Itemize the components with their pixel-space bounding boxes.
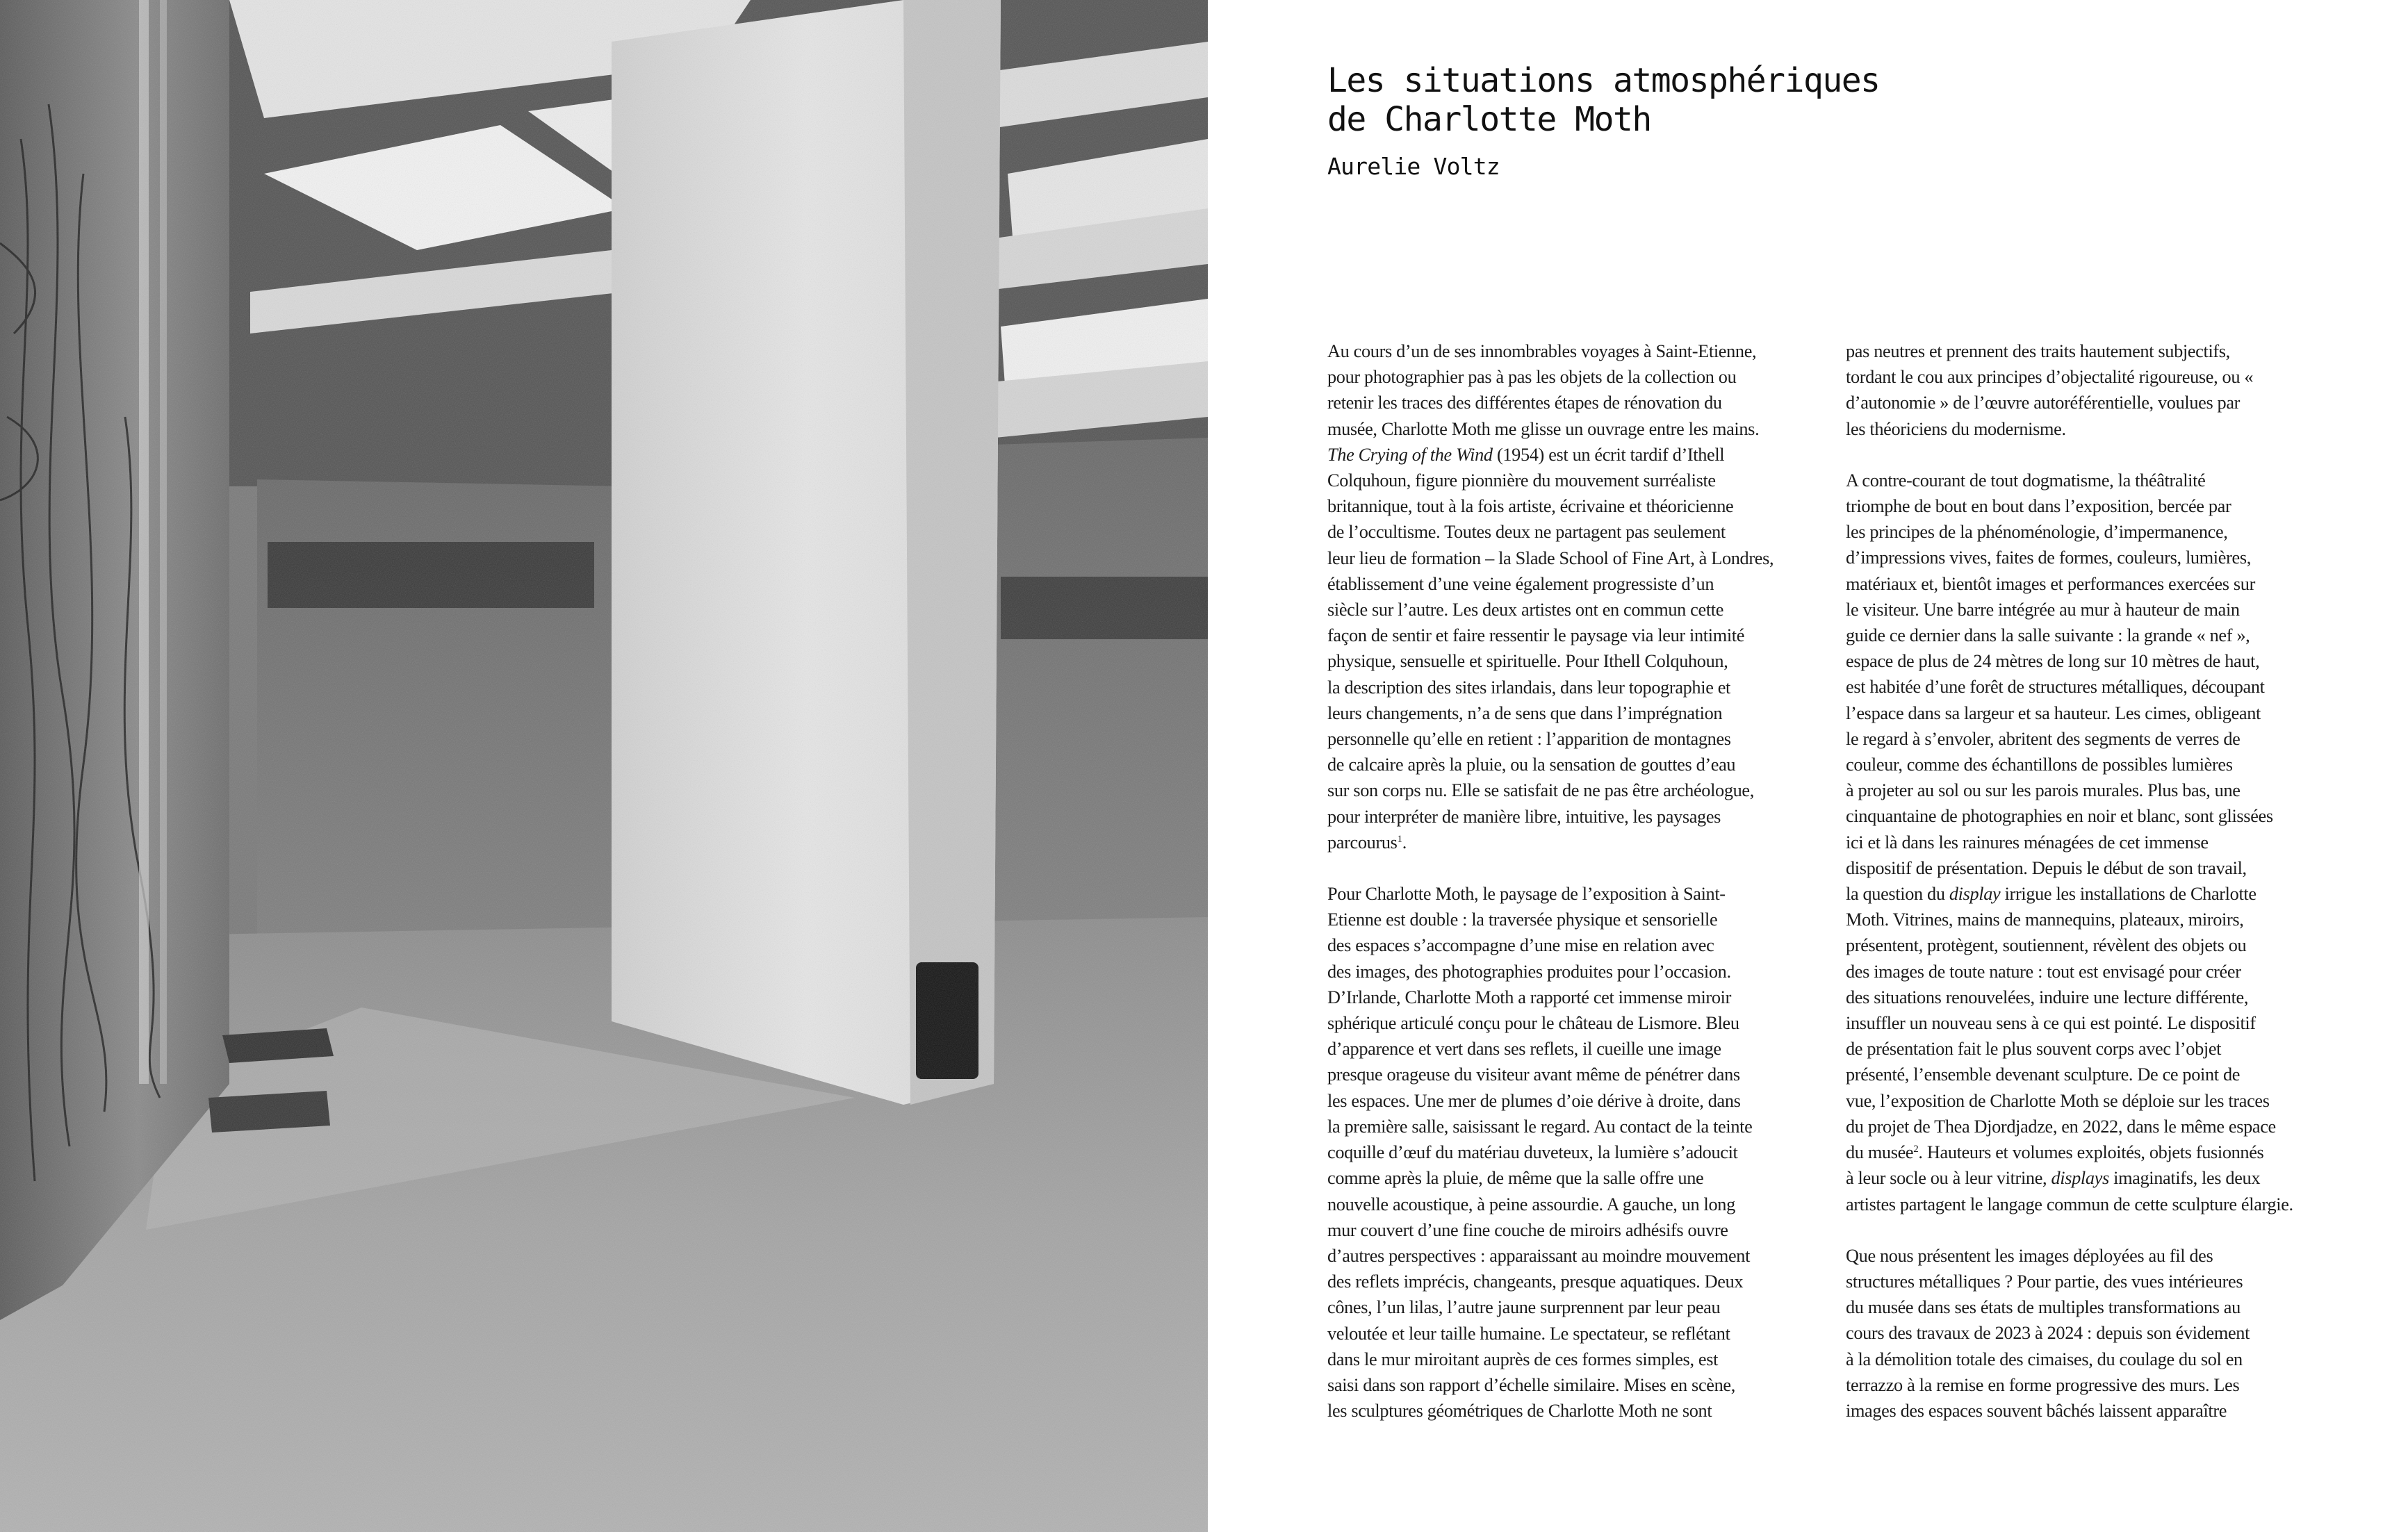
text-line: britannique, tout à la fois artiste, écrivaine et théoricienne bbox=[1327, 496, 1734, 517]
text-line: D’Irlande, Charlotte Moth a rapporté cet immense miroir bbox=[1327, 987, 1731, 1007]
text-line: comme après la pluie, de même que la salle offre une bbox=[1327, 1168, 1704, 1189]
text-line: physique, sensuelle et spirituelle. Pour Ithell Colquhoun, bbox=[1327, 651, 1728, 672]
title-line: Les situations atmosphériques bbox=[1327, 61, 1880, 100]
text-line: la question du display irrigue les installations de Charlotte bbox=[1846, 884, 2257, 905]
paragraph bbox=[1327, 881, 1807, 1424]
text-line: dispositif de présentation. Depuis le début de son travail, bbox=[1846, 857, 2247, 878]
text-line: presque orageuse du visiteur avant même de pénétrer dans bbox=[1327, 1064, 1740, 1085]
text-line: d’apparence et vert dans ses reflets, il cueille une image bbox=[1327, 1039, 1721, 1060]
text-line: façon de sentir et faire ressentir le paysage via leur intimité bbox=[1327, 625, 1745, 646]
author-name: Aurelie Voltz bbox=[1327, 153, 1500, 180]
text-line: pas neutres et prennent des traits hautement subjectifs, bbox=[1846, 341, 2230, 361]
text-line: guide ce dernier dans la salle suivante : la grande « nef », bbox=[1846, 625, 2250, 646]
text-line: Moth. Vitrines, mains de mannequins, plateaux, miroirs, bbox=[1846, 909, 2244, 930]
text-line: cinquantaine de photographies en noir et blanc, sont glissées bbox=[1846, 806, 2273, 827]
text-line: du musée dans ses états de multiples transformations au bbox=[1846, 1297, 2241, 1318]
text-line: est habitée d’une forêt de structures métalliques, découpant bbox=[1846, 677, 2265, 698]
text-line: d’autres perspectives : apparaissant au moindre mouvement bbox=[1327, 1245, 1751, 1266]
text-line: leur lieu de formation – la Slade School of Fine Art, à Londres, bbox=[1327, 547, 1774, 568]
text-line: The Crying of the Wind (1954) est un écrit tardif d’Ithell bbox=[1327, 444, 1725, 465]
text-line: le visiteur. Une barre intégrée au mur à hauteur de main bbox=[1846, 599, 2240, 620]
text-line: présenté, l’ensemble devenant sculpture. De ce point de bbox=[1846, 1064, 2241, 1085]
text-line: ici et là dans les rainures ménagées de cet immense bbox=[1846, 832, 2209, 853]
text-line: leurs changements, n’a de sens que dans l’imprégnation bbox=[1327, 702, 1723, 723]
text-line: des images de toute nature : tout est envisagé pour créer bbox=[1846, 961, 2241, 982]
text-line: veloutée et leur taille humaine. Le spectateur, se reflétant bbox=[1327, 1323, 1730, 1344]
text-column-right bbox=[1846, 338, 2325, 1449]
paragraph bbox=[1846, 468, 2325, 1217]
text-line: mur couvert d’une fine couche de miroirs adhésifs ouvre bbox=[1327, 1219, 1728, 1240]
text-line: présentent, protègent, soutiennent, révèlent des objets ou bbox=[1846, 935, 2247, 956]
text-line: l’espace dans sa largeur et sa hauteur. Les cimes, obligeant bbox=[1846, 702, 2261, 723]
text-line: coquille d’œuf du matériau duveteux, la lumière s’adoucit bbox=[1327, 1142, 1738, 1163]
text-line: les théoriciens du modernisme. bbox=[1846, 418, 2066, 439]
text-line: le regard à s’envoler, abritent des segments de verres de bbox=[1846, 728, 2241, 749]
text-line: Etienne est double : la traversée physique et sensorielle bbox=[1327, 909, 1718, 930]
text-line: vue, l’exposition de Charlotte Moth se déploie sur les traces bbox=[1846, 1090, 2270, 1111]
text-line: les principes de la phénoménologie, d’impermanence, bbox=[1846, 522, 2228, 543]
text-line: A contre-courant de tout dogmatisme, la théâtralité bbox=[1846, 470, 2206, 491]
article-title bbox=[1327, 61, 2300, 139]
text-line: siècle sur l’autre. Les deux artistes ont en commun cette bbox=[1327, 600, 1724, 620]
text-line: terrazzo à la remise en forme progressive des murs. Les bbox=[1846, 1374, 2240, 1395]
text-line: à leur socle ou à leur vitrine, displays imaginatifs, les deux bbox=[1846, 1168, 2261, 1189]
footnote-marker[interactable]: 2 bbox=[1913, 1144, 1919, 1155]
text-line: des reflets imprécis, changeants, presque aquatiques. Deux bbox=[1327, 1271, 1744, 1292]
text-line: parcourus$^1$. bbox=[1327, 832, 1407, 853]
text-line: Colquhoun, figure pionnière du mouvement surréaliste bbox=[1327, 470, 1716, 491]
text-line: cônes, l’un lilas, l’autre jaune surprennent par leur peau bbox=[1327, 1297, 1721, 1318]
text-line: artistes partagent le langage commun de cette sculpture élargie. bbox=[1846, 1194, 2293, 1214]
text-line: des images, des photographies produites pour l’occasion. bbox=[1327, 961, 1731, 982]
text-line: d’impressions vives, faites de formes, couleurs, lumières, bbox=[1846, 547, 2251, 568]
text-line: d’autonomie » de l’œuvre autoréférentielle, voulues par bbox=[1846, 393, 2241, 413]
text-line: de l’occultisme. Toutes deux ne partagent pas seulement bbox=[1327, 522, 1726, 543]
text-line: de présentation fait le plus souvent corps avec l’objet bbox=[1846, 1039, 2222, 1060]
text-line: structures métalliques ? Pour partie, des vues intérieures bbox=[1846, 1271, 2243, 1292]
text-line: tordant le cou aux principes d’objectalité rigoureuse, ou « bbox=[1846, 367, 2254, 388]
text-line: Que nous présentent les images déployées au fil des bbox=[1846, 1245, 2213, 1266]
paragraph bbox=[1327, 338, 1807, 855]
paragraph bbox=[1846, 1243, 2325, 1424]
text-line: cours des travaux de 2023 à 2024 : depuis son évidement bbox=[1846, 1323, 2250, 1344]
text-line: espace de plus de 24 mètres de long sur 10 mètres de haut, bbox=[1846, 651, 2260, 672]
text-line: matériaux et, bientôt images et performances exercées sur bbox=[1846, 573, 2255, 594]
text-line: Pour Charlotte Moth, le paysage de l’exposition à Saint- bbox=[1327, 884, 1726, 905]
text-line: du musée$^2$. Hauteurs et volumes exploités, objets fusionnés bbox=[1846, 1142, 2264, 1163]
text-line: pour interpréter de manière libre, intuitive, les paysages bbox=[1327, 806, 1721, 827]
text-line: pour photographier pas à pas les objets de la collection ou bbox=[1327, 367, 1737, 388]
essay-page bbox=[1208, 0, 2408, 1532]
text-line: les espaces. Une mer de plumes d’oie dérive à droite, dans bbox=[1327, 1090, 1741, 1111]
text-line: à la démolition totale des cimaises, du coulage du sol en bbox=[1846, 1349, 2243, 1369]
text-line: dans le mur miroitant auprès de ces formes simples, est bbox=[1327, 1349, 1719, 1369]
text-line: sur son corps nu. Elle se satisfait de ne pas être archéologue, bbox=[1327, 780, 1754, 801]
text-line: personnelle qu’elle en retient : l’apparition de montagnes bbox=[1327, 729, 1731, 750]
text-line: retenir les traces des différentes étapes de rénovation du bbox=[1327, 393, 1722, 413]
text-line: musée, Charlotte Moth me glisse un ouvrage entre les mains. bbox=[1327, 418, 1760, 439]
footnote-marker[interactable]: 1 bbox=[1397, 833, 1402, 845]
text-line: des situations renouvelées, induire une lecture différente, bbox=[1846, 987, 2249, 1007]
text-line: établissement d’une veine également progressiste d’un bbox=[1327, 573, 1714, 594]
text-line: images des espaces souvent bâchés laissent apparaître bbox=[1846, 1400, 2227, 1421]
text-line: Au cours d’un de ses innombrables voyages à Saint-Etienne, bbox=[1327, 341, 1757, 361]
text-line: sphérique articulé conçu pour le château de Lismore. Bleu bbox=[1327, 1013, 1739, 1034]
text-line: des espaces s’accompagne d’une mise en relation avec bbox=[1327, 935, 1714, 956]
text-line: de calcaire après la pluie, ou la sensation de gouttes d’eau bbox=[1327, 755, 1736, 775]
text-column-left bbox=[1327, 338, 1807, 1449]
title-line: de Charlotte Moth bbox=[1327, 100, 1651, 139]
text-line: les sculptures géométriques de Charlotte Moth ne sont bbox=[1327, 1401, 1712, 1422]
text-line: la première salle, saisissant le regard. Au contact de la teinte bbox=[1327, 1116, 1753, 1137]
text-line: la description des sites irlandais, dans leur topographie et bbox=[1327, 677, 1731, 698]
text-line: insuffler un nouveau sens à ce qui est pointé. Le dispositif bbox=[1846, 1013, 2256, 1034]
text-line: triomphe de bout en bout dans l’exposition, bercée par bbox=[1846, 496, 2231, 517]
text-line: à projeter au sol ou sur les parois murales. Plus bas, une bbox=[1846, 780, 2241, 801]
text-line: couleur, comme des échantillons de possibles lumières bbox=[1846, 755, 2233, 775]
text-line: saisi dans son rapport d’échelle similaire. Mises en scène, bbox=[1327, 1374, 1735, 1395]
paragraph bbox=[1846, 338, 2325, 442]
text-line: du projet de Thea Djordjadze, en 2022, dans le même espace bbox=[1846, 1116, 2276, 1137]
text-line: nouvelle acoustique, à peine assourdie. A gauche, un long bbox=[1327, 1194, 1735, 1214]
